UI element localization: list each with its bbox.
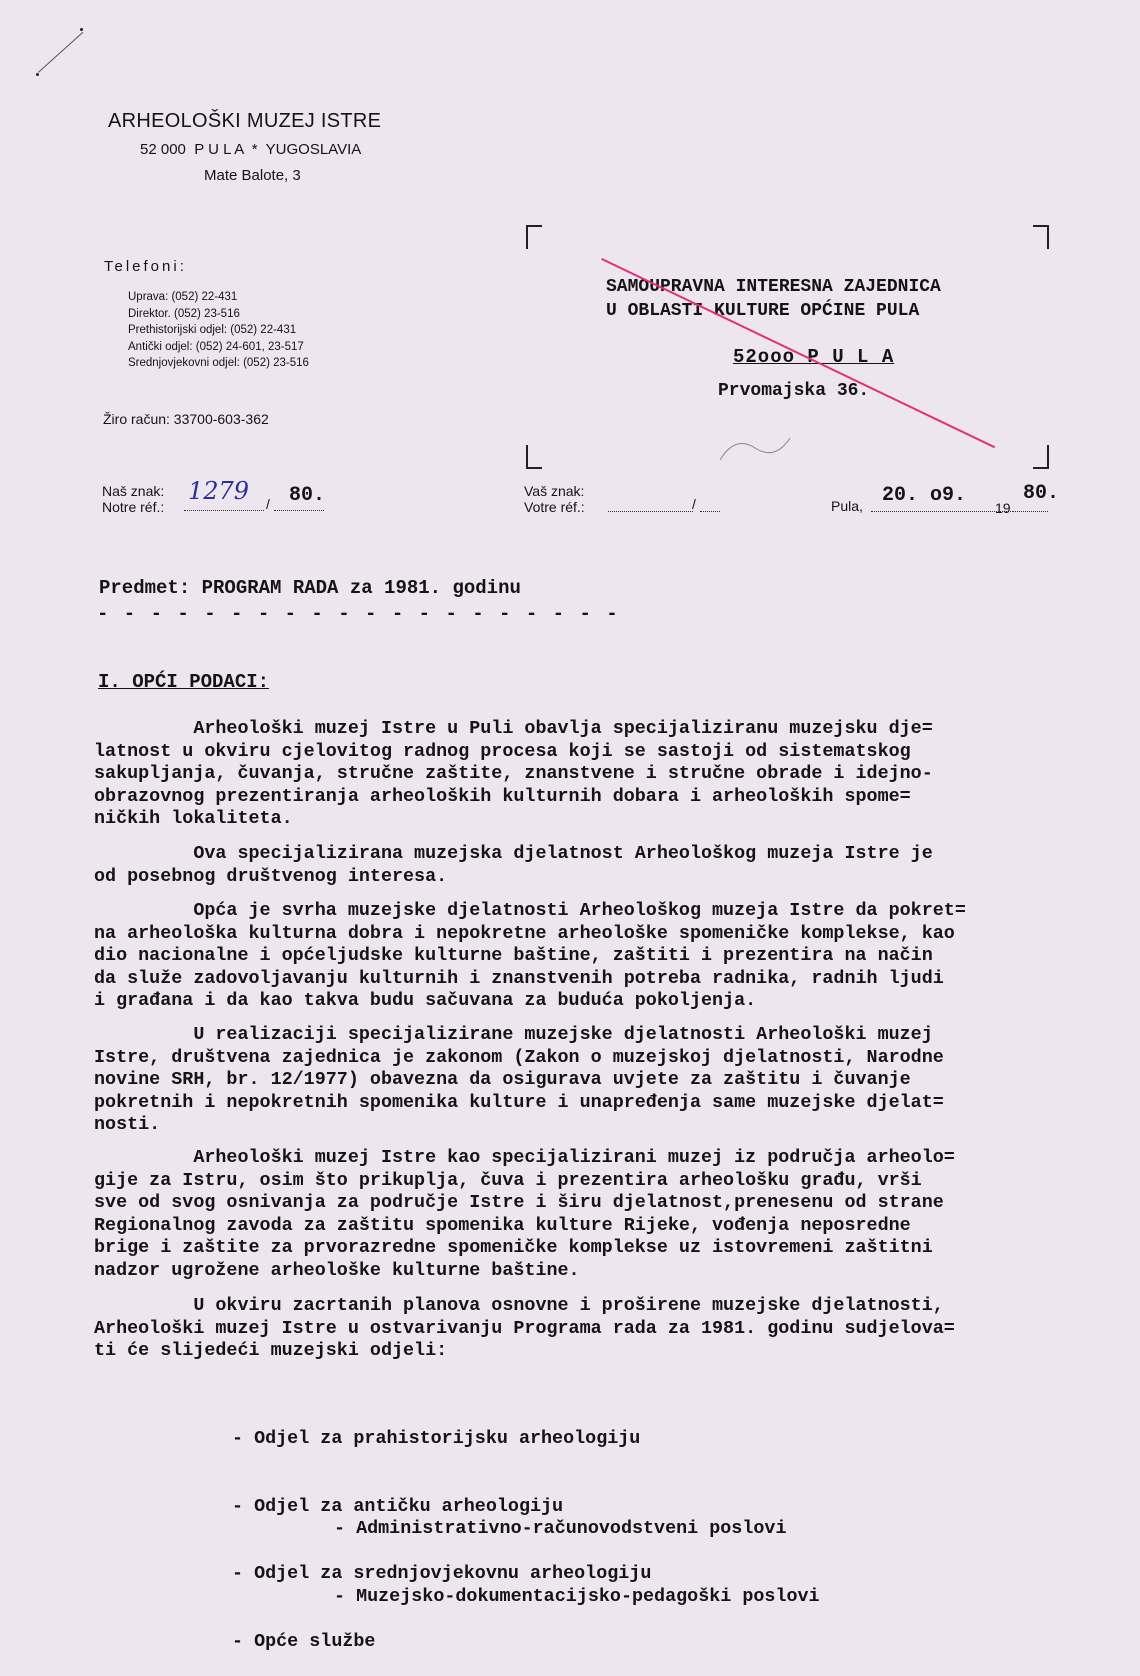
recipient-line-2: U OBLASTI KULTURE OPĆINE PULA [606,301,920,321]
list-item: - Opće službe [232,1630,376,1652]
list-item: - Odjel za srednjovjekovnu arheologiju [232,1563,652,1584]
address-corner [1033,225,1049,249]
paragraph: Ova specijalizirana muzejska djelatnost Arheološkog muzeja Istre je od posebnog društvenog interesa. [94,843,933,887]
address-corner [526,225,542,249]
address-corner [526,445,542,469]
your-ref-label-1: Vaš znak: [524,483,585,499]
phones-list [128,289,309,372]
phone-entry: Srednjovjekovni odjel: (052) 23-516 [128,357,309,369]
museum-street: Mate Balote, 3 [204,167,301,184]
your-ref-slash: / [692,496,696,512]
services-list [334,1473,820,1631]
your-ref-field [608,497,693,512]
bank-account: Žiro račun: 33700-603-362 [103,411,269,427]
paragraph: Opća je svrha muzejske djelatnosti Arheološkog muzeja Istre da pokret= na arheološka kulturna dobra i nepokretne arheološke spomeničke komplekse, kao dio nacionalne i općeljudske kulturne baštine, zaštiti i prezentira na način da služe zadovoljavanju kulturnih i znanstvenih potreba radnika, radnih ljudi i građana i da kao takva budu sačuvana za buduća pokoljenja. [94,900,966,1011]
list-item: - Administrativno-računovodstveni poslovi [334,1518,787,1539]
pencil-scribble [715,430,795,470]
list-item: - Odjel za prahistorijsku arheologiju [232,1428,641,1449]
ink-dot [36,73,39,76]
paragraph: Arheološki muzej Istre u Puli obavlja specijaliziranu muzejsku dje= latnost u okviru cjelovitog radnog procesa koji se sastoji od sistematskog sakupljanja, čuvanja, stručne zaštite, znanstvene i stručne obrade i idejno- obrazovnog prezentiranja arheoloških kulturnih dobara i arheoloških spome= ničkih lokaliteta. [94,718,933,829]
our-ref-number: 1279 [188,477,250,505]
recipient-city: 52ooo P U L A [733,346,895,368]
address-corner [1033,445,1049,469]
our-ref-label-1: Naš znak: [102,483,165,499]
our-ref-label [102,483,164,515]
phone-entry: Prethistorijski odjel: (052) 22-431 [128,324,297,336]
date-day-month: 20. o9. [882,484,967,507]
our-ref-year: 80. [289,484,326,507]
your-ref-year-field [700,497,720,512]
list-item: - Odjel za antičku arheologiju [232,1495,564,1517]
museum-city: 52 000 P U L A * YUGOSLAVIA [140,141,362,158]
your-ref-label [524,483,585,515]
your-ref-label-2: Votre réf.: [524,499,585,515]
list-item: - Muzejsko-dokumentacijsko-pedagoški poslovi [334,1585,820,1607]
paper-scratch [38,32,83,73]
phone-entry: Direktor. (052) 23-516 [128,307,240,320]
paragraph: U okviru zacrtanih planova osnovne i proširene muzejske djelatnosti, Arheološki muzej Istre u ostvarivanju Programa rada za 1981. godinu sudjelova= ti će slijedeći muzejski odjeli: [94,1295,955,1361]
our-ref-slash: / [266,496,270,512]
phone-entry: Antički odjel: (052) 24-601, 23-517 [128,340,304,353]
subject-line: Predmet: PROGRAM RADA za 1981. godinu [99,577,521,599]
phones-title: Telefoni: [104,258,187,275]
subject-underline: - - - - - - - - - - - - - - - - - - - - [97,603,620,625]
date-year: 80. [1023,482,1060,505]
ink-dot [80,28,83,31]
our-ref-label-2: Notre réf.: [102,499,165,515]
recipient-line-1: SAMOUPRAVNA INTERESNA ZAJEDNICA [606,277,941,297]
paragraph: Arheološki muzej Istre kao specijalizirani muzej iz područja arheolo= gije za Istru, osim što prikuplja, čuva i prezentira arheološku građu, vrši sve od svog osnivanja za područje Istre i širu djelatnost,prenesenu od strane Regionalnog zavoda za zaštitu spomenika kulture Rijeke, vođenja neposredne brige i zaštite za prvorazredne spomeničke komplekse uz istovremeni zaštitni nadzor ugrožene arheološke kulturne baštine. [94,1147,955,1281]
date-century: 19 [995,500,1011,516]
museum-name: ARHEOLOŠKI MUZEJ ISTRE [108,110,382,132]
phone-entry: Uprava: (052) 22-431 [128,291,238,303]
recipient-street: Prvomajska 36. [718,381,870,401]
section-heading: I. OPĆI PODACI: [98,671,270,693]
place-label: Pula, [831,498,863,514]
paragraph: U realizaciji specijalizirane muzejske djelatnosti Arheološki muzej Istre, društvena zajednica je zakonom (Zakon o muzejskoj djelatnosti, Narodne novine SRH, br. 12/1977) obavezna da osigurava uvjete za zaštitu i čuvanje pokretnih i nepokretnih spomenika kulture i unapređenja same muzejske djelat= nosti. [94,1024,944,1135]
